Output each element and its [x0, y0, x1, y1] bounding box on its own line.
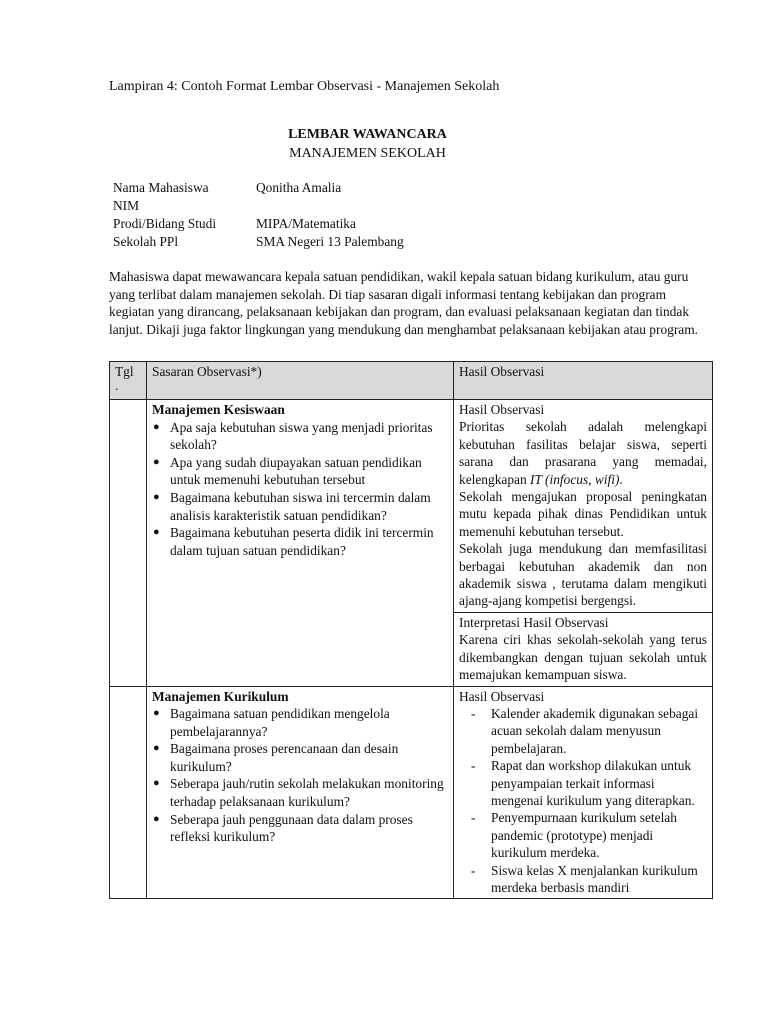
info-value: Qonitha Amalia: [256, 180, 342, 195]
list-item: ● Bagaimana kebutuhan peserta didik ini tercermin dalam tujuan satuan pendidikan?: [152, 524, 448, 559]
list-item: ● Apa saja kebutuhan siswa yang menjadi prioritas sekolah?: [152, 419, 448, 454]
header-tgl-dot: .: [115, 377, 119, 393]
hasil-text: Prioritas sekolah adalah melengkapi kebutuhan fasilitas belajar siswa, seperti sarana dan prasarana yang memadai, kelengkapan: [459, 419, 707, 487]
header-sasaran: Sasaran Observasi*): [147, 362, 454, 400]
tgl-cell: [110, 400, 147, 687]
intro-paragraph: Mahasiswa dapat mewawancara kepala satuan pendidikan, wakil kepala satuan bidang kurikulum, atau guru yang terlibat dalam manajemen sekolah. Di tiap sasaran digali informasi tentang kebijakan dan program kegiatan yang dirancang, pelaksanaan kebijakan dan program, dan evaluasi pelaksanaan kegiatan dan tindak lanjut. Dikaji juga faktor lingkungan yang mendukung dan menghambat pelaksanaan kebijakan atau program.: [109, 269, 699, 337]
sasaran-cell: [147, 400, 454, 687]
lampiran-heading: Lampiran 4: Contoh Format Lembar Observasi - Manajemen Sekolah: [109, 79, 500, 94]
hasil-paragraph: Sekolah juga mendukung dan memfasilitasi berbagai kebutuhan akademik dan non akademik siswa , terutama dalam mengikuti ajang-ajang kompetisi bergengsi.: [459, 541, 707, 609]
list-item: ● Seberapa jauh/rutin sekolah melakukan monitoring terhadap pelaksanaan kurikulum?: [152, 775, 448, 810]
section-title: Manajemen Kesiswaan: [152, 402, 285, 417]
document-title: LEMBAR WAWANCARA: [288, 127, 447, 142]
hasil-label: Hasil Observasi: [459, 402, 545, 417]
interpretasi-label: Interpretasi Hasil Observasi: [459, 614, 609, 630]
header-hasil: Hasil Observasi: [454, 362, 713, 400]
list-item: - Kalender akademik digunakan sebagai acuan sekolah dalam menyusun pembelajaran.: [459, 705, 707, 757]
table-header-row: [110, 362, 713, 400]
hasil-label: Hasil Observasi: [459, 688, 545, 704]
list-item: ● Bagaimana satuan pendidikan mengelola pembelajarannya?: [152, 705, 448, 740]
info-label: Prodi/Bidang Studi: [113, 216, 217, 231]
list-item: ● Bagaimana kebutuhan siswa ini tercermin dalam analisis karakteristik satuan pendidikan?: [152, 489, 448, 524]
question-list: [152, 419, 448, 560]
section-title: Manajemen Kurikulum: [152, 688, 289, 704]
table-row: [110, 686, 713, 899]
student-info: [113, 179, 404, 251]
question-list: [152, 705, 448, 846]
hasil-list: [459, 705, 707, 896]
table-row: [110, 400, 713, 613]
hasil-text: .: [619, 471, 623, 487]
header-tgl: [110, 362, 147, 400]
info-label: Sekolah PPl: [113, 234, 179, 249]
info-row-sekolah: [113, 233, 404, 251]
info-row-prodi: [113, 215, 404, 233]
info-row-nim: [113, 197, 404, 215]
hasil-cell: [454, 400, 713, 613]
info-value: MIPA/Matematika: [256, 216, 356, 231]
list-item: - Rapat dan workshop dilakukan untuk penyampaian terkait informasi mengenai kurikulum yang diterapkan.: [459, 757, 707, 809]
sasaran-cell: [147, 686, 454, 899]
hasil-paragraph: [459, 418, 707, 488]
document-subtitle: MANAJEMEN SEKOLAH: [289, 146, 446, 161]
observation-table: [109, 361, 713, 899]
tgl-cell: [110, 686, 147, 899]
interpretasi-cell: [454, 612, 713, 686]
list-item: ● Apa yang sudah diupayakan satuan pendidikan untuk memenuhi kebutuhan tersebut: [152, 454, 448, 489]
hasil-paragraph: Sekolah mengajukan proposal peningkatan mutu kepada pihak dinas Pendidikan untuk memenuhi kebutuhan tersebut.: [459, 489, 707, 539]
hasil-italic-text: IT (infocus, wifi): [530, 471, 620, 487]
list-item: ● Bagaimana proses perencanaan dan desain kurikulum?: [152, 740, 448, 775]
info-row-nama: [113, 179, 404, 197]
info-label: Nama Mahasiswa: [113, 180, 209, 195]
interpretasi-paragraph: Karena ciri khas sekolah-sekolah yang terus dikembangkan dengan tujuan sekolah untuk memajukan kemampuan siswa.: [459, 632, 707, 683]
info-label: NIM: [113, 198, 140, 213]
info-value: SMA Negeri 13 Palembang: [256, 234, 404, 249]
hasil-cell: [454, 686, 713, 899]
list-item: - Penyempurnaan kurikulum setelah pandemic (prototype) menjadi kurikulum merdeka.: [459, 809, 707, 861]
list-item: ● Seberapa jauh penggunaan data dalam proses refleksi kurikulum?: [152, 811, 448, 846]
header-tgl-label: Tgl: [115, 364, 134, 379]
list-item: - Siswa kelas X menjalankan kurikulum merdeka berbasis mandiri: [459, 862, 707, 897]
